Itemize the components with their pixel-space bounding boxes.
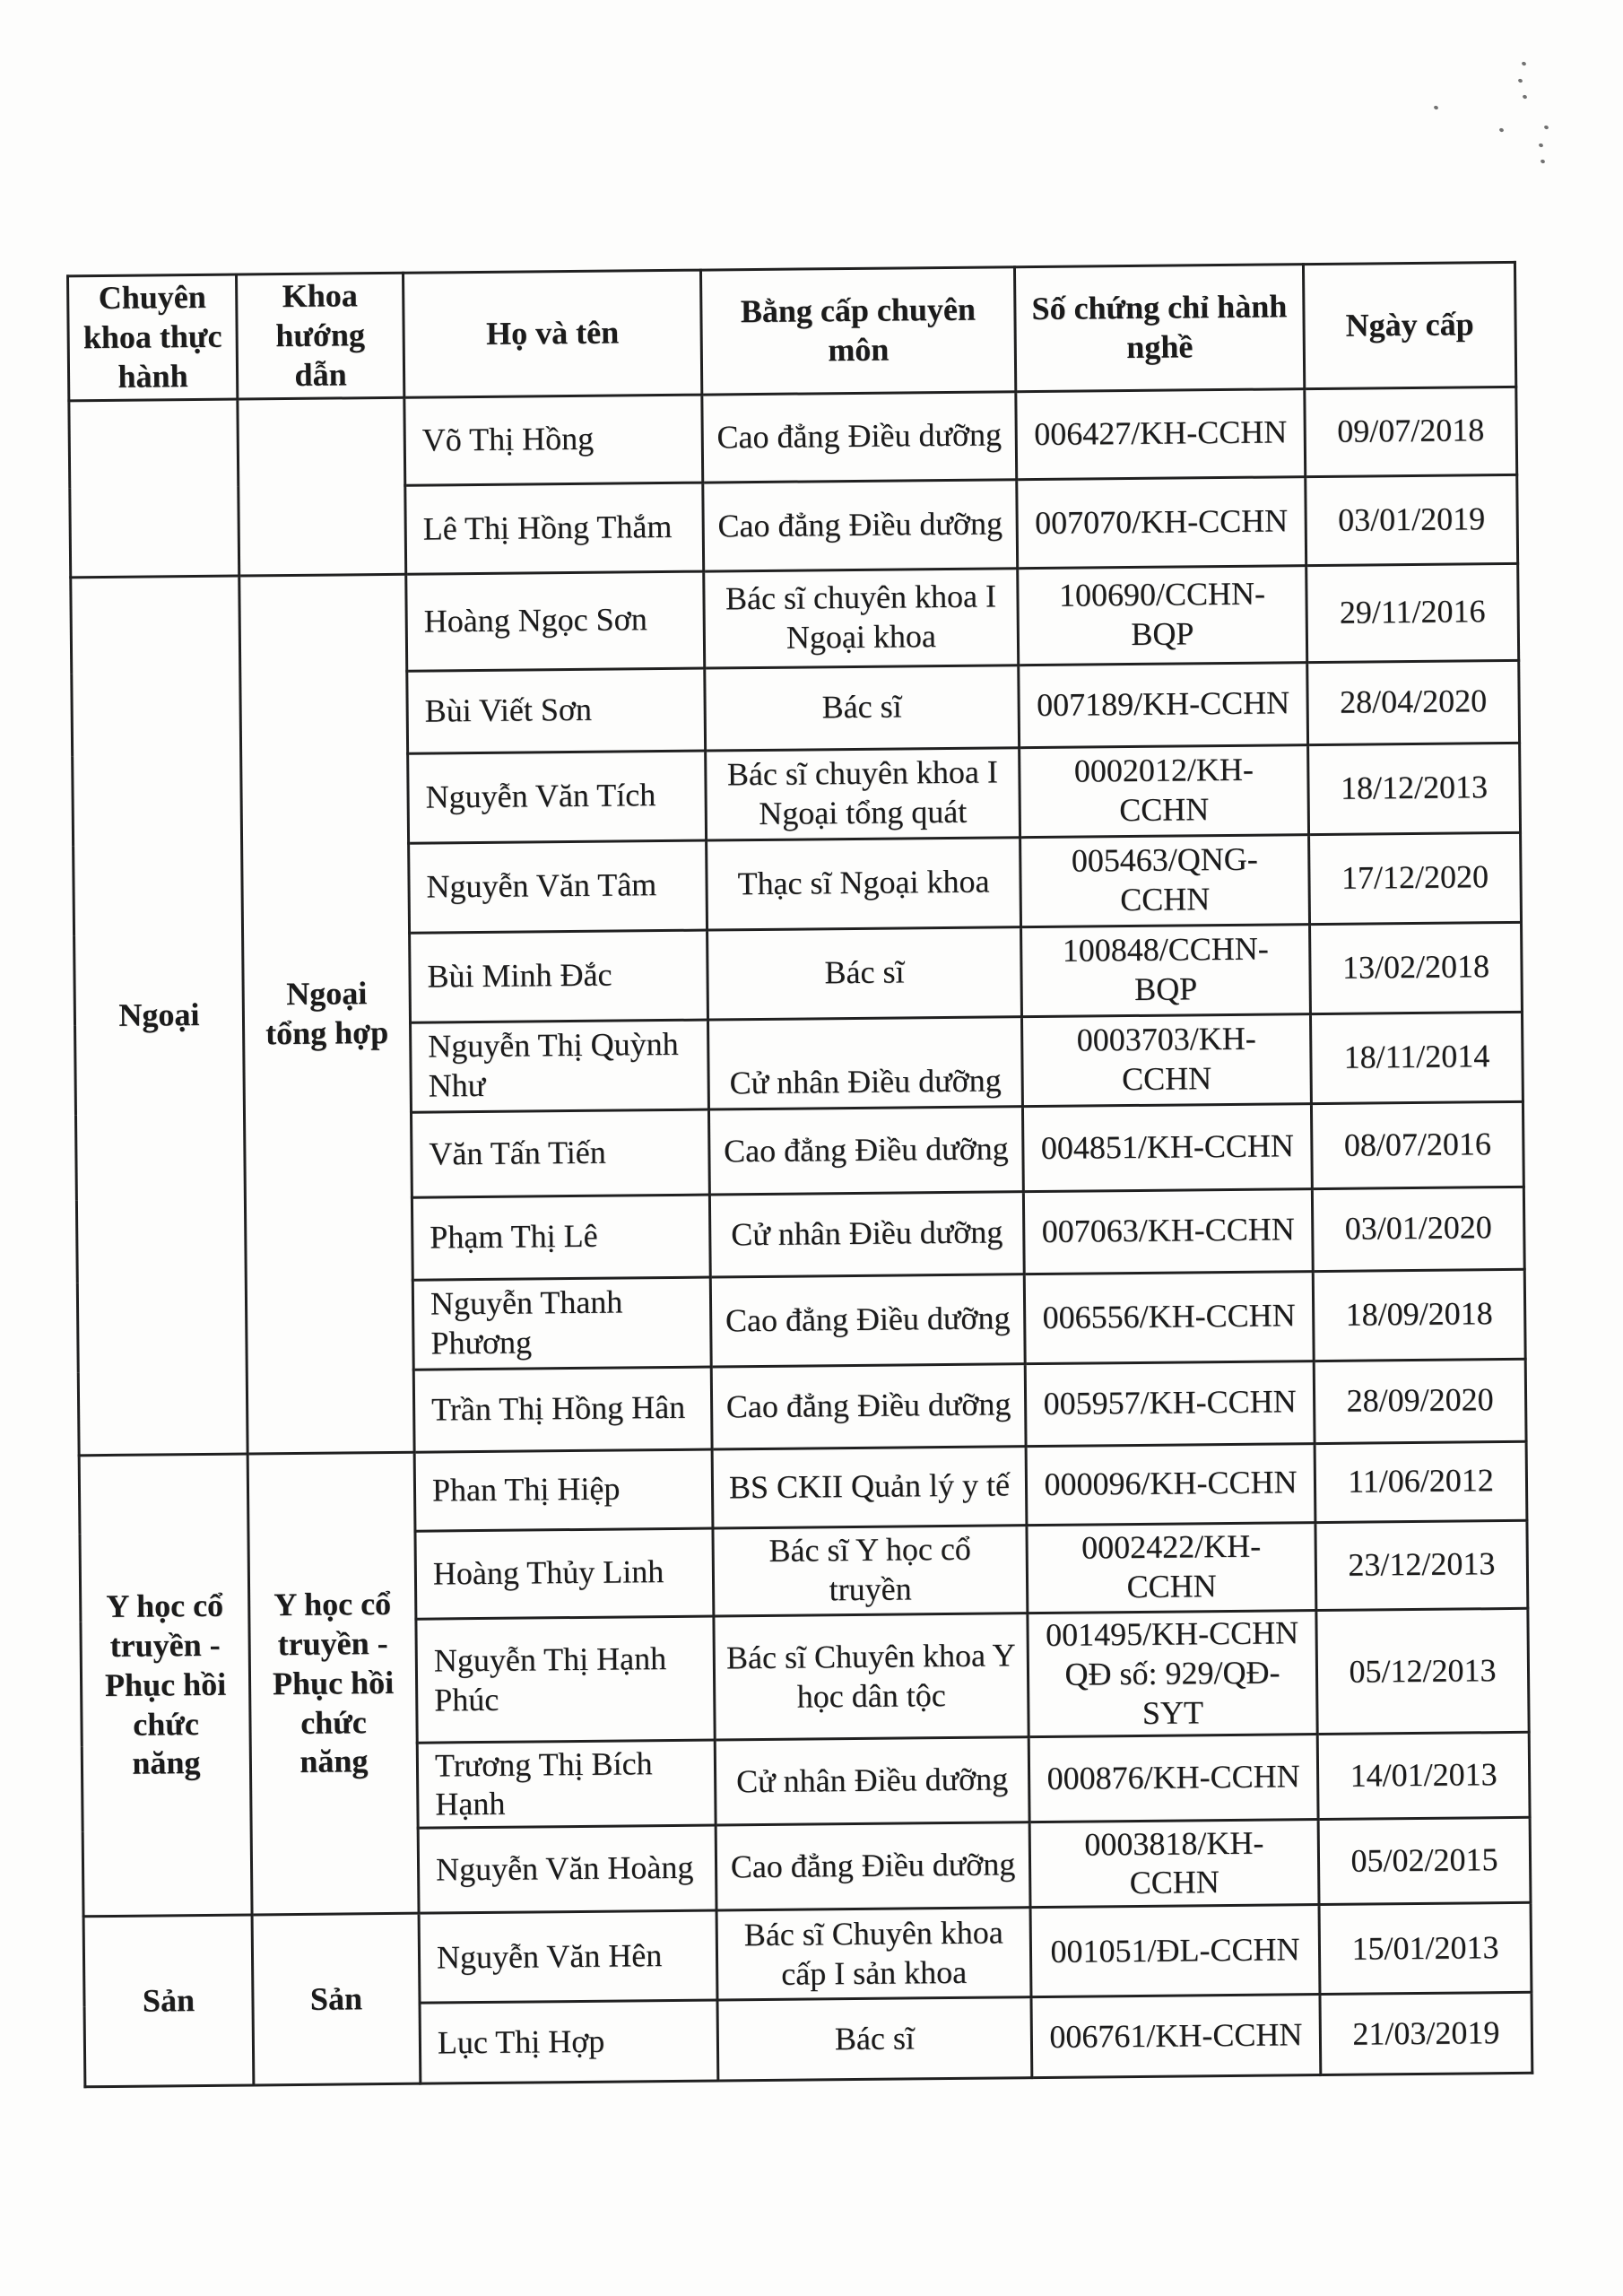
scan-speck (1517, 78, 1523, 83)
date-cell: 09/07/2018 (1305, 387, 1517, 476)
specialty-cell: Ngoại (71, 576, 247, 1456)
certificate-cell: 005463/QNG- CCHN (1020, 834, 1310, 926)
date-cell: 11/06/2012 (1315, 1441, 1527, 1522)
degree-cell: Bác sĩ (717, 1997, 1032, 2081)
name-cell: Bùi Viết Sơn (407, 668, 706, 753)
degree-cell: Cao đẳng Điều dưỡng (702, 391, 1017, 482)
table-row (79, 1441, 1527, 1534)
name-cell: Nguyễn Văn Tích (408, 751, 707, 843)
header-row (68, 262, 1516, 400)
name-cell: Hoàng Thủy Linh (415, 1528, 714, 1619)
name-cell: Hoàng Ngọc Sơn (406, 571, 705, 671)
table-row (83, 1903, 1532, 2006)
certificate-cell: 0002422/KH- CCHN (1027, 1522, 1316, 1613)
table-row (71, 563, 1519, 674)
name-cell: Nguyễn Thị Hạnh Phúc (416, 1616, 715, 1744)
name-cell: Nguyễn Văn Hoàng (418, 1825, 716, 1913)
degree-cell: BS CKII Quản lý y tế (712, 1446, 1027, 1527)
degree-cell: Bác sĩ (707, 926, 1022, 1019)
certificate-cell: 0003703/KH- CCHN (1021, 1013, 1311, 1106)
column-header-6: Ngày cấp (1303, 262, 1515, 388)
certificate-cell: 006427/KH-CCHN (1016, 388, 1306, 479)
certificate-cell: 006761/KH-CCHN (1031, 1995, 1321, 2078)
date-cell: 29/11/2016 (1306, 563, 1519, 662)
certificate-cell: 001051/ĐL-CCHN (1030, 1905, 1320, 1997)
name-cell: Phạm Thị Lê (412, 1195, 710, 1280)
degree-cell: Cử nhân Điều dưỡng (709, 1191, 1024, 1276)
table-row (69, 387, 1517, 488)
degree-cell: Bác sĩ chuyên khoa I Ngoại tổng quát (706, 747, 1020, 839)
scan-speck (1521, 61, 1526, 66)
certificate-cell: 000096/KH-CCHN (1026, 1443, 1315, 1525)
table-wrapper (66, 261, 1533, 2089)
degree-cell: Bác sĩ Chuyên khoa Y học dân tộc (714, 1613, 1028, 1740)
date-cell: 18/11/2014 (1310, 1012, 1523, 1103)
name-cell: Nguyễn Văn Tâm (409, 840, 707, 933)
date-cell: 28/09/2020 (1314, 1359, 1526, 1443)
name-cell: Lê Thị Hồng Thắm (405, 483, 704, 574)
column-header-5: Số chứng chỉ hành nghề (1014, 265, 1304, 392)
date-cell: 05/12/2013 (1316, 1608, 1529, 1735)
name-cell: Trương Thị Bích Hạnh (417, 1740, 716, 1828)
scan-speck (1498, 127, 1504, 133)
degree-cell: Cử nhân Điều dưỡng (715, 1737, 1029, 1825)
name-cell: Nguyễn Văn Hên (419, 1910, 717, 2003)
specialty-cell: Sản (83, 1915, 254, 2087)
degree-cell: Cử nhân Điều dưỡng (708, 1016, 1023, 1109)
name-cell: Bùi Minh Đắc (410, 930, 708, 1022)
date-cell: 08/07/2016 (1311, 1101, 1523, 1188)
degree-cell: Bác sĩ (705, 665, 1020, 750)
certificate-cell: 007063/KH-CCHN (1023, 1188, 1313, 1274)
name-cell: Trần Thị Hồng Hân (413, 1367, 712, 1452)
date-cell: 28/04/2020 (1307, 660, 1520, 744)
certificate-cell: 006556/KH-CCHN (1024, 1271, 1314, 1363)
column-header-4: Bằng cấp chuyên môn (700, 267, 1015, 395)
specialty-cell (69, 399, 239, 578)
certificate-cell: 000876/KH-CCHN (1028, 1735, 1318, 1822)
department-cell (238, 397, 406, 576)
certificate-cell: 004851/KH-CCHN (1022, 1103, 1312, 1191)
name-cell: Lục Thị Hợp (420, 2000, 718, 2083)
scan-speck (1538, 143, 1543, 148)
department-cell: Y học cổ truyền - Phục hồi chức năng (247, 1452, 419, 1915)
date-cell: 13/02/2018 (1310, 922, 1523, 1013)
name-cell: Nguyễn Thanh Phương (412, 1277, 711, 1370)
scan-speck (1540, 159, 1545, 164)
degree-cell: Cao đẳng Điều dưỡng (711, 1363, 1026, 1448)
column-header-2: Khoa hướng dẫn (237, 273, 404, 398)
scan-speck (1543, 125, 1549, 130)
date-cell: 18/12/2013 (1308, 743, 1521, 834)
column-header-1: Chuyên khoa thực hành (68, 274, 238, 401)
degree-cell: Bác sĩ chuyên khoa I Ngoại khoa (704, 568, 1019, 667)
degree-cell: Cao đẳng Điều dưỡng (703, 479, 1018, 570)
certificate-cell: 007189/KH-CCHN (1019, 662, 1308, 747)
degree-cell: Bác sĩ Y học cổ truyền (713, 1525, 1028, 1615)
certificate-cell: 0002012/KH- CCHN (1020, 744, 1309, 837)
certificate-cell: 001495/KH-CCHN QĐ số: 929/QĐ- SYT (1028, 1610, 1317, 1737)
certificate-cell: 005957/KH-CCHN (1025, 1361, 1315, 1446)
specialty-cell: Y học cổ truyền - Phục hồi chức năng (79, 1454, 252, 1917)
date-cell: 18/09/2018 (1313, 1269, 1525, 1361)
date-cell: 03/01/2020 (1312, 1187, 1524, 1271)
certificate-cell: 100690/CCHN- BQP (1018, 565, 1307, 665)
certificate-cell: 007070/KH-CCHN (1017, 476, 1306, 568)
degree-cell: Bác sĩ Chuyên khoa cấp I sản khoa (716, 1908, 1031, 2000)
degree-cell: Cao đẳng Điều dưỡng (710, 1274, 1025, 1366)
date-cell: 03/01/2019 (1306, 474, 1518, 565)
column-header-3: Họ và tên (403, 270, 701, 397)
name-cell: Phan Thị Hiệp (414, 1449, 713, 1531)
scan-speck (1433, 105, 1438, 110)
date-cell: 17/12/2020 (1309, 832, 1522, 924)
practitioner-table (66, 261, 1533, 2089)
scan-speck (1522, 94, 1527, 100)
date-cell: 05/02/2015 (1318, 1818, 1531, 1905)
degree-cell: Cao đẳng Điều dưỡng (716, 1822, 1030, 1910)
name-cell: Nguyễn Thị Quỳnh Như (411, 1020, 709, 1112)
certificate-cell: 0003818/KH- CCHN (1029, 1820, 1319, 1908)
certificate-cell: 100848/CCHN- BQP (1021, 924, 1311, 1016)
department-cell: Sản (252, 1914, 421, 2086)
department-cell: Ngoại tổng hợp (239, 574, 414, 1454)
name-cell: Văn Tấn Tiến (411, 1109, 709, 1197)
name-cell: Võ Thị Hồng (404, 395, 703, 485)
date-cell: 21/03/2019 (1320, 1993, 1532, 2075)
degree-cell: Thạc sĩ Ngoại khoa (707, 837, 1021, 929)
date-cell: 15/01/2013 (1319, 1903, 1532, 1995)
degree-cell: Cao đẳng Điều dưỡng (708, 1106, 1023, 1194)
date-cell: 14/01/2013 (1317, 1733, 1530, 1820)
date-cell: 23/12/2013 (1315, 1520, 1528, 1610)
